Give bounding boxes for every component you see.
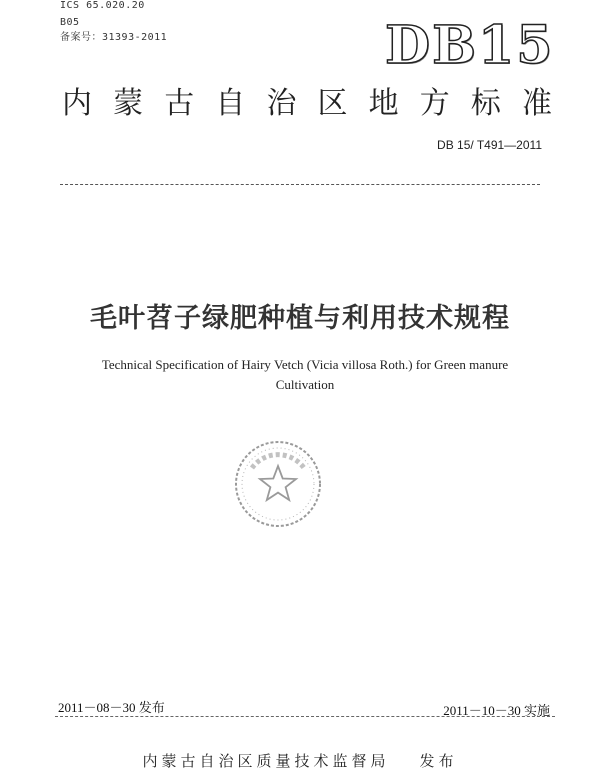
standard-type-char: 标	[470, 86, 501, 121]
issuer-line	[0, 750, 600, 771]
document-title-en	[50, 355, 560, 395]
filing-number: 备案号：31393-2011	[60, 32, 168, 43]
standard-type-char: 准	[521, 86, 552, 121]
header-divider	[60, 184, 540, 185]
standard-type-char: 区	[317, 86, 348, 121]
standard-type-char: 治	[266, 86, 297, 121]
issue-word: 发布	[419, 752, 458, 770]
standard-type-char: 方	[419, 86, 450, 121]
official-seal-icon	[232, 438, 324, 530]
ccs-code: B05	[60, 17, 80, 28]
footer-divider	[55, 716, 555, 717]
publish-date: 2011－08－30 发布	[58, 700, 165, 715]
standard-type-char: 地	[368, 86, 399, 121]
standard-type-char: 内	[62, 86, 92, 121]
title-en-line: Cultivation	[275, 377, 335, 392]
standard-type-char: 蒙	[113, 86, 144, 121]
standard-type-char: 古	[164, 86, 195, 121]
standard-number: DB 15/ T491—2011	[437, 138, 542, 152]
ics-code: ICS 65.020.20	[60, 0, 145, 11]
implement-date: 2011－10－30 实施	[443, 703, 550, 718]
standard-type-char: 自	[215, 86, 246, 121]
standard-type-heading	[62, 86, 552, 122]
title-en-line: Technical Specification of Hairy Vetch (Vicia villosa Roth.) for Green manure	[101, 357, 509, 372]
issuer-name: 内蒙古自治区质量技术监督局	[142, 752, 390, 770]
document-title-zh: 毛叶苕子绿肥种植与利用技术规程	[90, 303, 510, 334]
standard-code-logo: DB15	[385, 15, 555, 76]
